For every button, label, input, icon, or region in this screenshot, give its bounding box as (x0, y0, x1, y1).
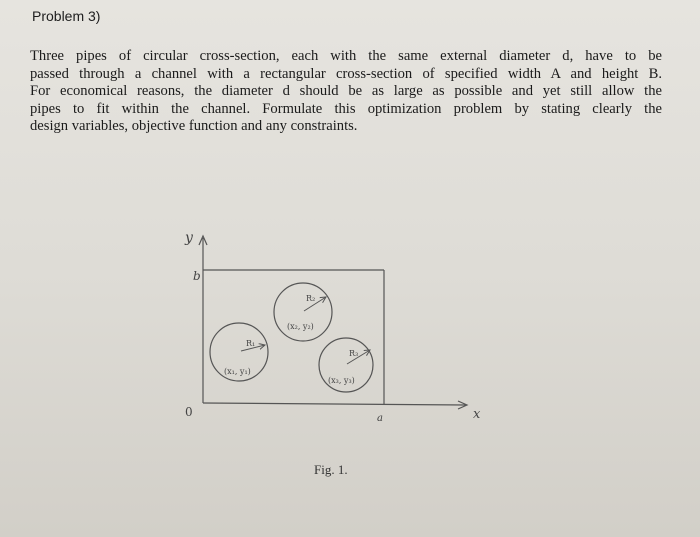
pipe-circle-1 (210, 323, 268, 381)
figure-caption: Fig. 1. (314, 462, 348, 477)
statement-line-2: passed through a channel with a rectangular cross-section of specified width A and height B. (30, 65, 662, 82)
pipe-circle-3 (319, 338, 373, 392)
statement-line-1: Three pipes of circular cross-section, each with the same external diameter d, have to be (30, 48, 662, 64)
origin-label: 0 (185, 405, 193, 419)
pipe-3-center-label: (x₃, y₃) (328, 376, 355, 385)
problem-heading: Problem 3) (32, 8, 101, 24)
pipe-circle-2 (274, 283, 332, 341)
pipe-1-center-label: (x₁, y₁) (224, 367, 251, 376)
pipe-3-radius-label: R₃ (349, 349, 359, 358)
statement-line-3: For economical reasons, the diameter d should be as large as possible and yet still allow the (30, 83, 662, 99)
height-label: b (193, 269, 201, 283)
pipe-2-radius-label: R₂ (306, 294, 316, 303)
y-axis-label: y (185, 230, 193, 246)
x-axis-label: x (473, 407, 481, 422)
width-label: a (377, 413, 383, 424)
pipe-1-radius-label: R₁ (246, 339, 256, 348)
x-axis (203, 403, 466, 405)
pipe-2-center-label: (x₂, y₂) (287, 322, 314, 331)
statement-line-5: design variables, objective function and any constraints. (30, 118, 358, 134)
statement-line-4: pipes to fit within the channel. Formulate this optimization problem by stating clearly the (30, 100, 662, 117)
